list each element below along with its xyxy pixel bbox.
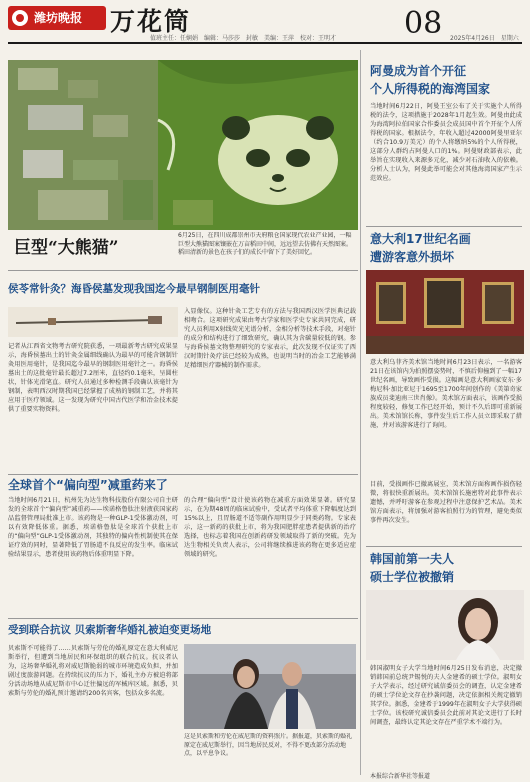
drug-headline: 全球首个“偏向型”减重药来了 xyxy=(8,478,168,492)
masthead-rule xyxy=(8,42,522,44)
needle-headline: 侯苓常针灸？海昏侯墓发现我国迄今最早钢制医用毫针 xyxy=(8,283,260,295)
panda-field-image xyxy=(8,60,358,230)
korea-photo xyxy=(366,590,524,660)
needle-body-right: 入显像仪。这种针灸工艺专有的方法与我国西汉医学医典记载相吻合。这项研究成果由考古学家和医学史专家共同完成，研究人员利用X射线荧光光谱分析、金相分析等技术手段，对毫针的成分和结构进行了细致研究，确认其为含碳量较低的钢。参与海昏侯墓文物整理研究的专家表示，此次发现不仅证实了西汉时期针灸疗法已经较为成熟，也说明当时的冶金工艺能够满足精细医疗器械的制作需求。 xyxy=(184,308,356,369)
issue-date: 2025年4月26日 星期六 xyxy=(450,35,519,42)
panda-headline: 巨型“大熊猫” xyxy=(14,238,119,258)
oman-body: 当地时间6月22日，阿曼王室公布了关于实施个人所得税的法令，这项措施于2028年1月起生效。阿曼由此成为海湾阿拉伯国家合作委员会成员国中首个开征个人所得税的国家。根据法令，年收入超过42000阿曼里亚尔（约合10.9万美元）的个人将缴纳5%的个人所得税，这部分人群约占阿曼人口的1%。阿曼财政部表示，此举旨在实现收入来源多元化，减少对石油收入的依赖。分析人士认为，阿曼此举可能会对其他海湾国家产生示范效应。 xyxy=(370,103,522,182)
brand-logo-icon xyxy=(12,10,28,26)
needle-image xyxy=(8,307,178,337)
painting-headline-line1: 意大利17世纪名画 xyxy=(370,232,471,246)
drug-body-right: 的合理“偏向型”设计使该药物在减重方面效果显著。研究显示，在为期48周的临床试验中，受试者平均体重下降幅度达到15%以上，且胃肠道不适等副作用明显少于同类药物。专家表示，这一新药的获批上市，将为我国肥胖症患者提供新的治疗选择，也标志着我国在创新药研发领域取得了新的突破。先为达生物相关负责人表示，公司将继续推进该药物在更多适应症领域的研究。 xyxy=(184,497,356,558)
source-note: 本报综合新华社等报道 xyxy=(370,773,431,780)
section-title: 万花筒 xyxy=(110,7,192,36)
page-number: 08 xyxy=(404,6,443,41)
brand-name: 潍坊晚报 xyxy=(34,11,83,25)
drug-body-left: 当地时间6月21日，杭州先为达生物科技股份有限公司自主研发的全球首个“偏向型”减重药——埃诺格鲁肽注射液获国家药品监督管理局批准上市。该药物是一种GLP-1受体激动剂，可以有效降低体重。据悉，埃诺格鲁肽是全球首个获批上市的“偏向型”GLP-1受体激动剂，其独特的偏向性机制使其在保证疗效的同时，显著降低了胃肠道不良反应的发生率。临床试验结果显示，患者使用该药物后体重明显下降。 xyxy=(8,497,178,558)
divider xyxy=(8,270,358,271)
divider xyxy=(366,226,522,227)
divider xyxy=(366,546,522,547)
oman-headline-line2: 个人所得税的海湾国家 xyxy=(370,82,491,96)
divider xyxy=(8,618,358,619)
korea-body: 韩国淑明女子大学当地时间6月25日发布消息，决定撤销韩国前总统尹锡悦的夫人金建希的硕士学位。淑明女子大学表示，经过研究诚信委员会的调查，认定金建希的硕士学位论文存在抄袭问题，决定依据相关规定撤销其学位。据悉，金建希于1999年在淑明女子大学获得硕士学位。该校研究诚信委员会此前对其论文进行了长时间调查，最终认定其论文存在严重学术不端行为。 xyxy=(370,665,522,726)
panda-photo xyxy=(8,60,358,230)
korea-headline-line1: 韩国前第一夫人 xyxy=(370,552,455,566)
wedding-photo xyxy=(184,644,356,729)
korea-headline-line2: 硕士学位被撤销 xyxy=(370,570,455,584)
masthead xyxy=(0,0,530,44)
gallery-photo xyxy=(366,270,524,354)
needle-photo xyxy=(8,307,178,337)
painting-headline-line2: 遭游客意外损坏 xyxy=(370,250,455,264)
needle-body-left: 记者从江西省文物考古研究院获悉，一项最新考古研究成果显示，海昏侯墓出土的针灸金属细线确认为最早的可能含钢制针灸用医用毫针，是我国迄今最早的钢制医用毫针之一。海昏侯墓出土的这批毫针最长超过7.2厘米，直径约0.1毫米，呈圆柱状，针体光滑笔直。研究人员通过多种检测手段确认该毫针为钢制，表明西汉时期我国已经掌握了成熟的钢制工艺，并将其应用于医疗领域。这一发现为研究中国古代医学和冶金技术提供了重要实物资料。 xyxy=(8,343,178,413)
wedding-headline: 受到联合抗议 贝索斯奢华婚礼被迫变更场地 xyxy=(8,624,212,636)
gallery-image xyxy=(366,270,524,354)
wedding-caption: 这是贝索斯和劳伦在威尼斯的资料照片。据报道，贝索斯的婚礼原定在威尼斯举行，因当地居民反对，不得不更改部分活动地点，以平息争议。 xyxy=(184,733,353,757)
staff-line: 值班主任：任娴娟 编辑：马莎莎 封敏 美编：王萍 校对：王明才 xyxy=(150,35,337,42)
couple-image xyxy=(184,644,356,729)
column-divider xyxy=(360,50,361,775)
painting-body: 意大利乌菲齐美术馆当地时间6月23日表示，一名游客21日在该馆内为拍照摆姿势时，不慎后仰撞到了一幅17世纪名画，导致画作受损。这幅画是意大利画家安东·多梅尼科·加比亚尼于1695至1700年间创作的《美第奇家族成员斐迪南三世肖像》。美术馆方面表示，该画作受损程度较轻，修复工作已经开始，预计不久后即可重新展出。美术馆馆长称，事件发生后工作人员立即采取了措施，并对该游客进行了询问。 xyxy=(370,359,522,429)
divider xyxy=(8,474,358,475)
oman-headline-line1: 阿曼成为首个开征 xyxy=(370,64,467,78)
painting-body-2: 目前，受损画作已撤离展室，美术馆方面称画作损伤轻微，将很快重新展出。美术馆馆长施密特对此事件表示遗憾，并呼吁游客在参观过程中注意保护艺术品。美术馆方面表示，将加强对游客拍照行为的管理，避免类似事件再次发生。 xyxy=(370,481,522,524)
panda-caption: 6月25日，在四川成都崇州市天府粮仓国家现代农业产业园，一幅巨型大熊猫图案镶嵌在万亩稻田中间，远远望去仿佛有天然图案。稻田清新的景色在孩子们的成长中留下了美好回忆。 xyxy=(178,232,353,256)
wedding-body: 贝索斯不可能得了……贝索斯与劳伦的婚礼原定在意大利威尼斯举行，但遭到当地居民和环保组织的联合抗议。抗议者认为，这场奢华婚礼将对威尼斯脆弱的城市环境造成负担，并加剧过度旅游问题。在持续抗议的压力下，婚礼主办方被迫将部分活动场地从威尼斯市中心迁往偏远的军械库区域。据悉，贝索斯与劳伦的婚礼预计邀请约200名宾客，包括众多名流。 xyxy=(8,645,178,697)
portrait-image xyxy=(366,590,524,660)
